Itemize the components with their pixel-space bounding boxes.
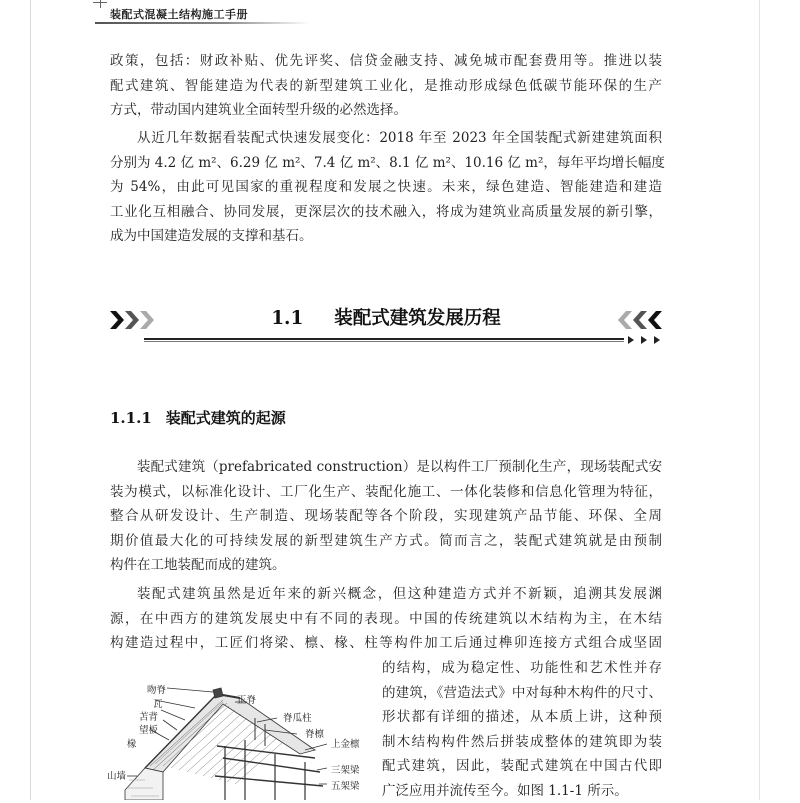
figure-label: 正脊 — [237, 692, 256, 706]
paragraph-intro-1 — [110, 49, 662, 123]
text-line: 工业化互相融合、协同发展，更深层次的技术融入，将成为建筑业高质量发展的新引擎， — [110, 200, 662, 225]
text-line: 构建造过程中，工匠们将梁、檩、椽、柱等构件加工后通过榫卯连接方式组合成坚固 — [110, 631, 662, 656]
running-header: 装配式混凝土结构施工手册 — [110, 6, 248, 22]
arrow-tail-icon — [628, 336, 662, 344]
text-line: 配式建筑、智能建造为代表的新型建筑工业化，是推动形成绿色低碳节能环保的生产 — [110, 74, 662, 99]
text-line: 配式建筑，因此，装配式建筑在中国古代即 — [382, 754, 662, 779]
figure-label: 上金檩 — [331, 736, 360, 750]
subsection-number: 1.1.1 — [110, 409, 152, 427]
text-line: 源，在中西方的建筑发展史中有不同的表现。中国的传统建筑以木结构为主，在木结 — [110, 607, 662, 632]
text-line: 的建筑，《营造法式》中对每种木构件的尺寸、 — [382, 681, 662, 706]
section-rule — [144, 341, 624, 342]
crop-mark — [100, 0, 101, 8]
text-line: 为 54%，由此可见国家的重视程度和发展之快速。未来，绿色建造、智能建造和建造 — [110, 175, 662, 200]
paragraph-definition — [110, 455, 662, 578]
text-line: 装配式建筑（prefabricated construction）是以构件工厂预制化生产，现场装配式安 — [110, 455, 662, 480]
text-line: 从近几年数据看装配式快速发展变化：2018 年至 2023 年全国装配式新建建筑面积 — [110, 126, 662, 151]
figure-label: 吻脊 — [147, 682, 166, 696]
text-line: 形状都有详细的描述，从本质上讲，这种预 — [382, 705, 662, 730]
text-line: 广泛应用并流传至今。如图 1.1-1 所示。 — [382, 779, 662, 803]
text-line: 期价值最大化的可持续发展的新型建筑生产方式。简而言之，装配式建筑就是由预制 — [110, 529, 662, 554]
section-number: 1.1 — [271, 308, 303, 329]
section-rule — [144, 338, 624, 340]
subsection-heading — [110, 407, 286, 428]
text-line: 装配式建筑虽然是近年来的新兴概念，但这种建造方式并不新颖，追溯其发展渊 — [110, 582, 662, 607]
header-rule — [95, 22, 310, 24]
paragraph-intro-2 — [110, 126, 662, 249]
section-title-text: 装配式建筑发展历程 — [334, 308, 501, 329]
chevron-decoration-icon — [614, 309, 662, 331]
figure-label: 脊瓜柱 — [283, 710, 312, 724]
text-line: 的结构，成为稳定性、功能性和艺术性并存 — [382, 656, 662, 681]
figure-label: 望板 — [139, 722, 158, 736]
text-line: 政策，包括：财政补贴、优先评奖、信贷金融支持、减免城市配套费用等。推进以装 — [110, 49, 662, 74]
figure-label: 瓦 — [153, 696, 163, 710]
figure-label: 山墙 — [107, 768, 126, 782]
text-line: 成为中国建造发展的支撑和基石。 — [110, 224, 662, 249]
figure-label: 椽 — [127, 736, 137, 750]
figure-timber-structure — [105, 680, 365, 800]
figure-label: 苫背 — [139, 709, 158, 723]
page-edge-left — [30, 0, 31, 800]
timber-structure-drawing — [105, 680, 365, 800]
text-line: 制木结构构件然后拼装成整体的建筑即为装 — [382, 730, 662, 755]
figure-label: 三架梁 — [331, 762, 360, 776]
subsection-title: 装配式建筑的起源 — [166, 409, 286, 427]
figure-label: 脊檩 — [305, 726, 324, 740]
text-line: 方式，带动国内建筑业全面转型升级的必然选择。 — [110, 98, 662, 123]
section-title — [110, 304, 662, 330]
figure-label: 五架梁 — [331, 778, 360, 792]
paragraph-origin — [110, 582, 662, 656]
paragraph-origin-wrap — [382, 656, 662, 803]
text-line: 分别为 4.2 亿 m²、6.29 亿 m²、7.4 亿 m²、8.1 亿 m²、10.16 亿 m²，每年平均增长幅度 — [110, 151, 662, 176]
text-line: 整合从研发设计、生产制造、现场装配等各个阶段，实现建筑产品节能、环保、全周 — [110, 504, 662, 529]
text-line: 构件在工地装配而成的建筑。 — [110, 553, 662, 578]
page-edge-right — [759, 0, 760, 800]
text-line: 装为模式，以标准化设计、工厂化生产、装配化施工、一体化装修和信息化管理为特征， — [110, 480, 662, 505]
section-heading — [110, 300, 662, 350]
